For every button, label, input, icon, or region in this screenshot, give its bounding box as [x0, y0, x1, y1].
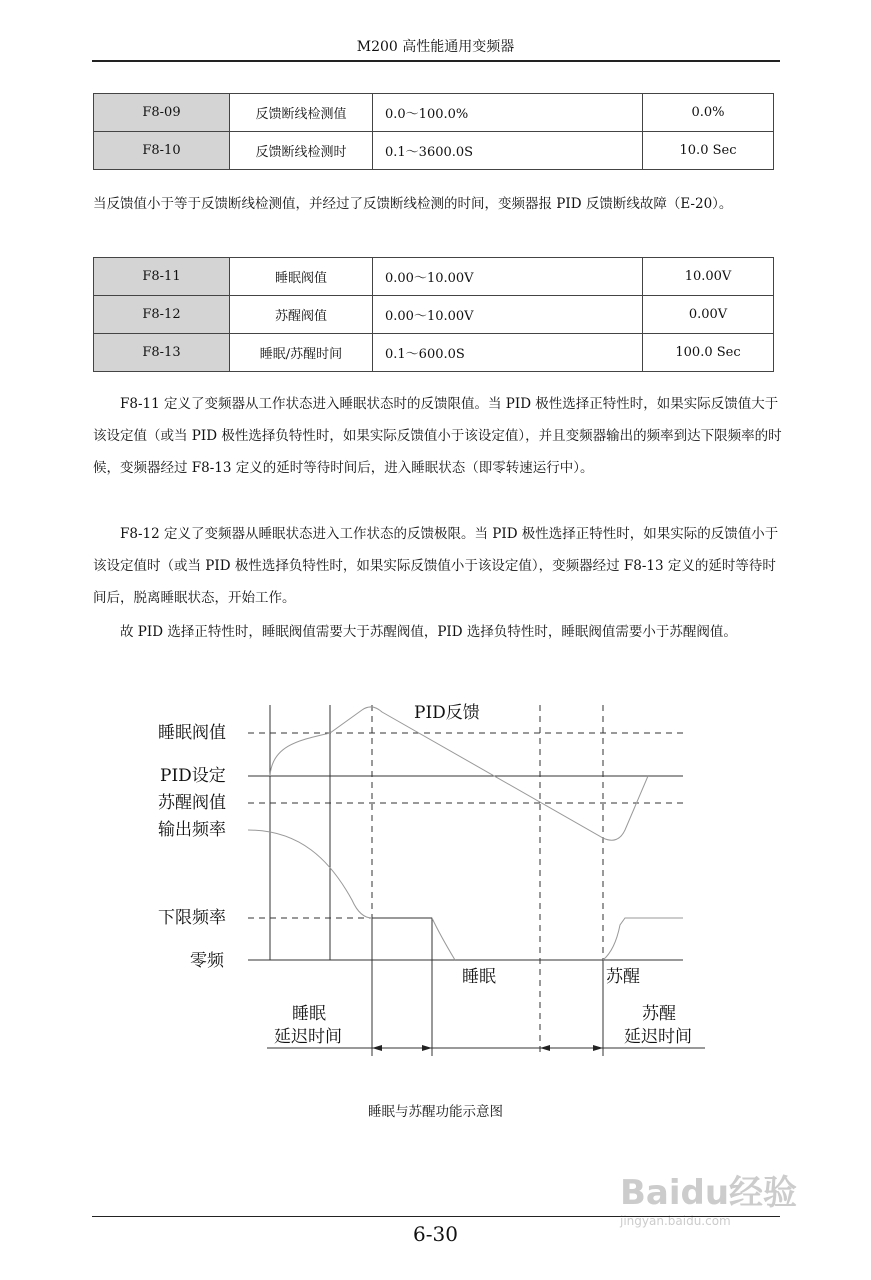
figure-caption: 睡眠与苏醒功能示意图	[368, 1104, 503, 1120]
param-code: F8-09	[94, 94, 230, 132]
arrow-icon	[540, 1045, 550, 1051]
label-wake-threshold: 苏醒阀值	[158, 793, 226, 813]
page-header: M200 高性能通用变频器	[356, 39, 515, 55]
footer-rule	[92, 1216, 780, 1217]
paragraph-4: 故 PID 选择正特性时，睡眠阀值需要大于苏醒阀值，PID 选择负特性时，睡眠阀值需要小于苏醒阀值。	[120, 624, 737, 640]
baidu-watermark	[620, 1165, 797, 1228]
label-sleep-delay: 延迟时间	[274, 1027, 342, 1047]
paragraph-2: F8-11 定义了变频器从工作状态进入睡眠状态时的反馈限值。当 PID 极性选择正特性时，如果实际反馈值大于该设定值（或当 PID 极性选择负特性时，如果实际反馈值小于该设定值），并且变频器输出的频率到达下限频率的时候，变频器经过 F8-13 定义的延时等待时间后，进入睡眠状态（即零转速运行中）。	[93, 396, 782, 476]
label-wake: 苏醒	[606, 967, 640, 987]
param-code: F8-10	[94, 132, 230, 170]
label-wake-delay: 苏醒	[642, 1004, 676, 1024]
param-default: 10.0 Sec	[643, 132, 774, 170]
label-output-freq: 输出频率	[158, 820, 226, 840]
param-name: 反馈断线检测值	[230, 94, 373, 132]
watermark-url: jingyan.baidu.com	[620, 1214, 731, 1228]
label-wake-delay: 延迟时间	[624, 1027, 692, 1047]
param-default: 100.0 Sec	[643, 334, 774, 372]
param-default: 0.00V	[643, 296, 774, 334]
param-range: 0.00～10.00V	[373, 296, 643, 334]
param-range: 0.00～10.00V	[373, 258, 643, 296]
param-code: F8-13	[94, 334, 230, 372]
label-sleep: 睡眠	[462, 967, 496, 987]
param-name: 苏醒阀值	[230, 296, 373, 334]
param-code: F8-11	[94, 258, 230, 296]
arrow-icon	[593, 1045, 603, 1051]
param-range: 0.1～3600.0S	[373, 132, 643, 170]
label-pid-setpoint: PID设定	[160, 766, 226, 786]
param-range: 0.0～100.0%	[373, 94, 643, 132]
param-name: 睡眠/苏醒时间	[230, 334, 373, 372]
paragraph-3: F8-12 定义了变频器从睡眠状态进入工作状态的反馈极限。当 PID 极性选择正特性时，如果实际的反馈值小于该设定值时（或当 PID 极性选择负特性时，如果实际反馈值小于该设定值），变频器经过 F8-13 定义的延时等待时间后，脱离睡眠状态，开始工作。	[93, 526, 779, 606]
param-name: 睡眠阀值	[230, 258, 373, 296]
watermark-logo: Baidu经验	[620, 1173, 798, 1213]
paragraph-1: 当反馈值小于等于反馈断线检测值，并经过了反馈断线检测的时间，变频器报 PID 反馈断线故障（E-20）。	[93, 196, 733, 212]
param-code: F8-12	[94, 296, 230, 334]
label-zero-freq: 零频	[190, 951, 224, 971]
param-range: 0.1～600.0S	[373, 334, 643, 372]
label-lower-limit: 下限频率	[158, 908, 226, 928]
label-sleep-delay: 睡眠	[292, 1004, 326, 1024]
arrow-icon	[372, 1045, 382, 1051]
page-number: 6-30	[413, 1222, 458, 1246]
param-default: 0.0%	[643, 94, 774, 132]
param-default: 10.00V	[643, 258, 774, 296]
output-frequency-curve	[248, 830, 683, 960]
param-name: 反馈断线检测时	[230, 132, 373, 170]
pid-feedback-curve	[270, 707, 648, 840]
arrow-icon	[422, 1045, 432, 1051]
label-sleep-threshold: 睡眠阀值	[158, 723, 226, 743]
label-pid-feedback: PID反馈	[414, 703, 480, 723]
